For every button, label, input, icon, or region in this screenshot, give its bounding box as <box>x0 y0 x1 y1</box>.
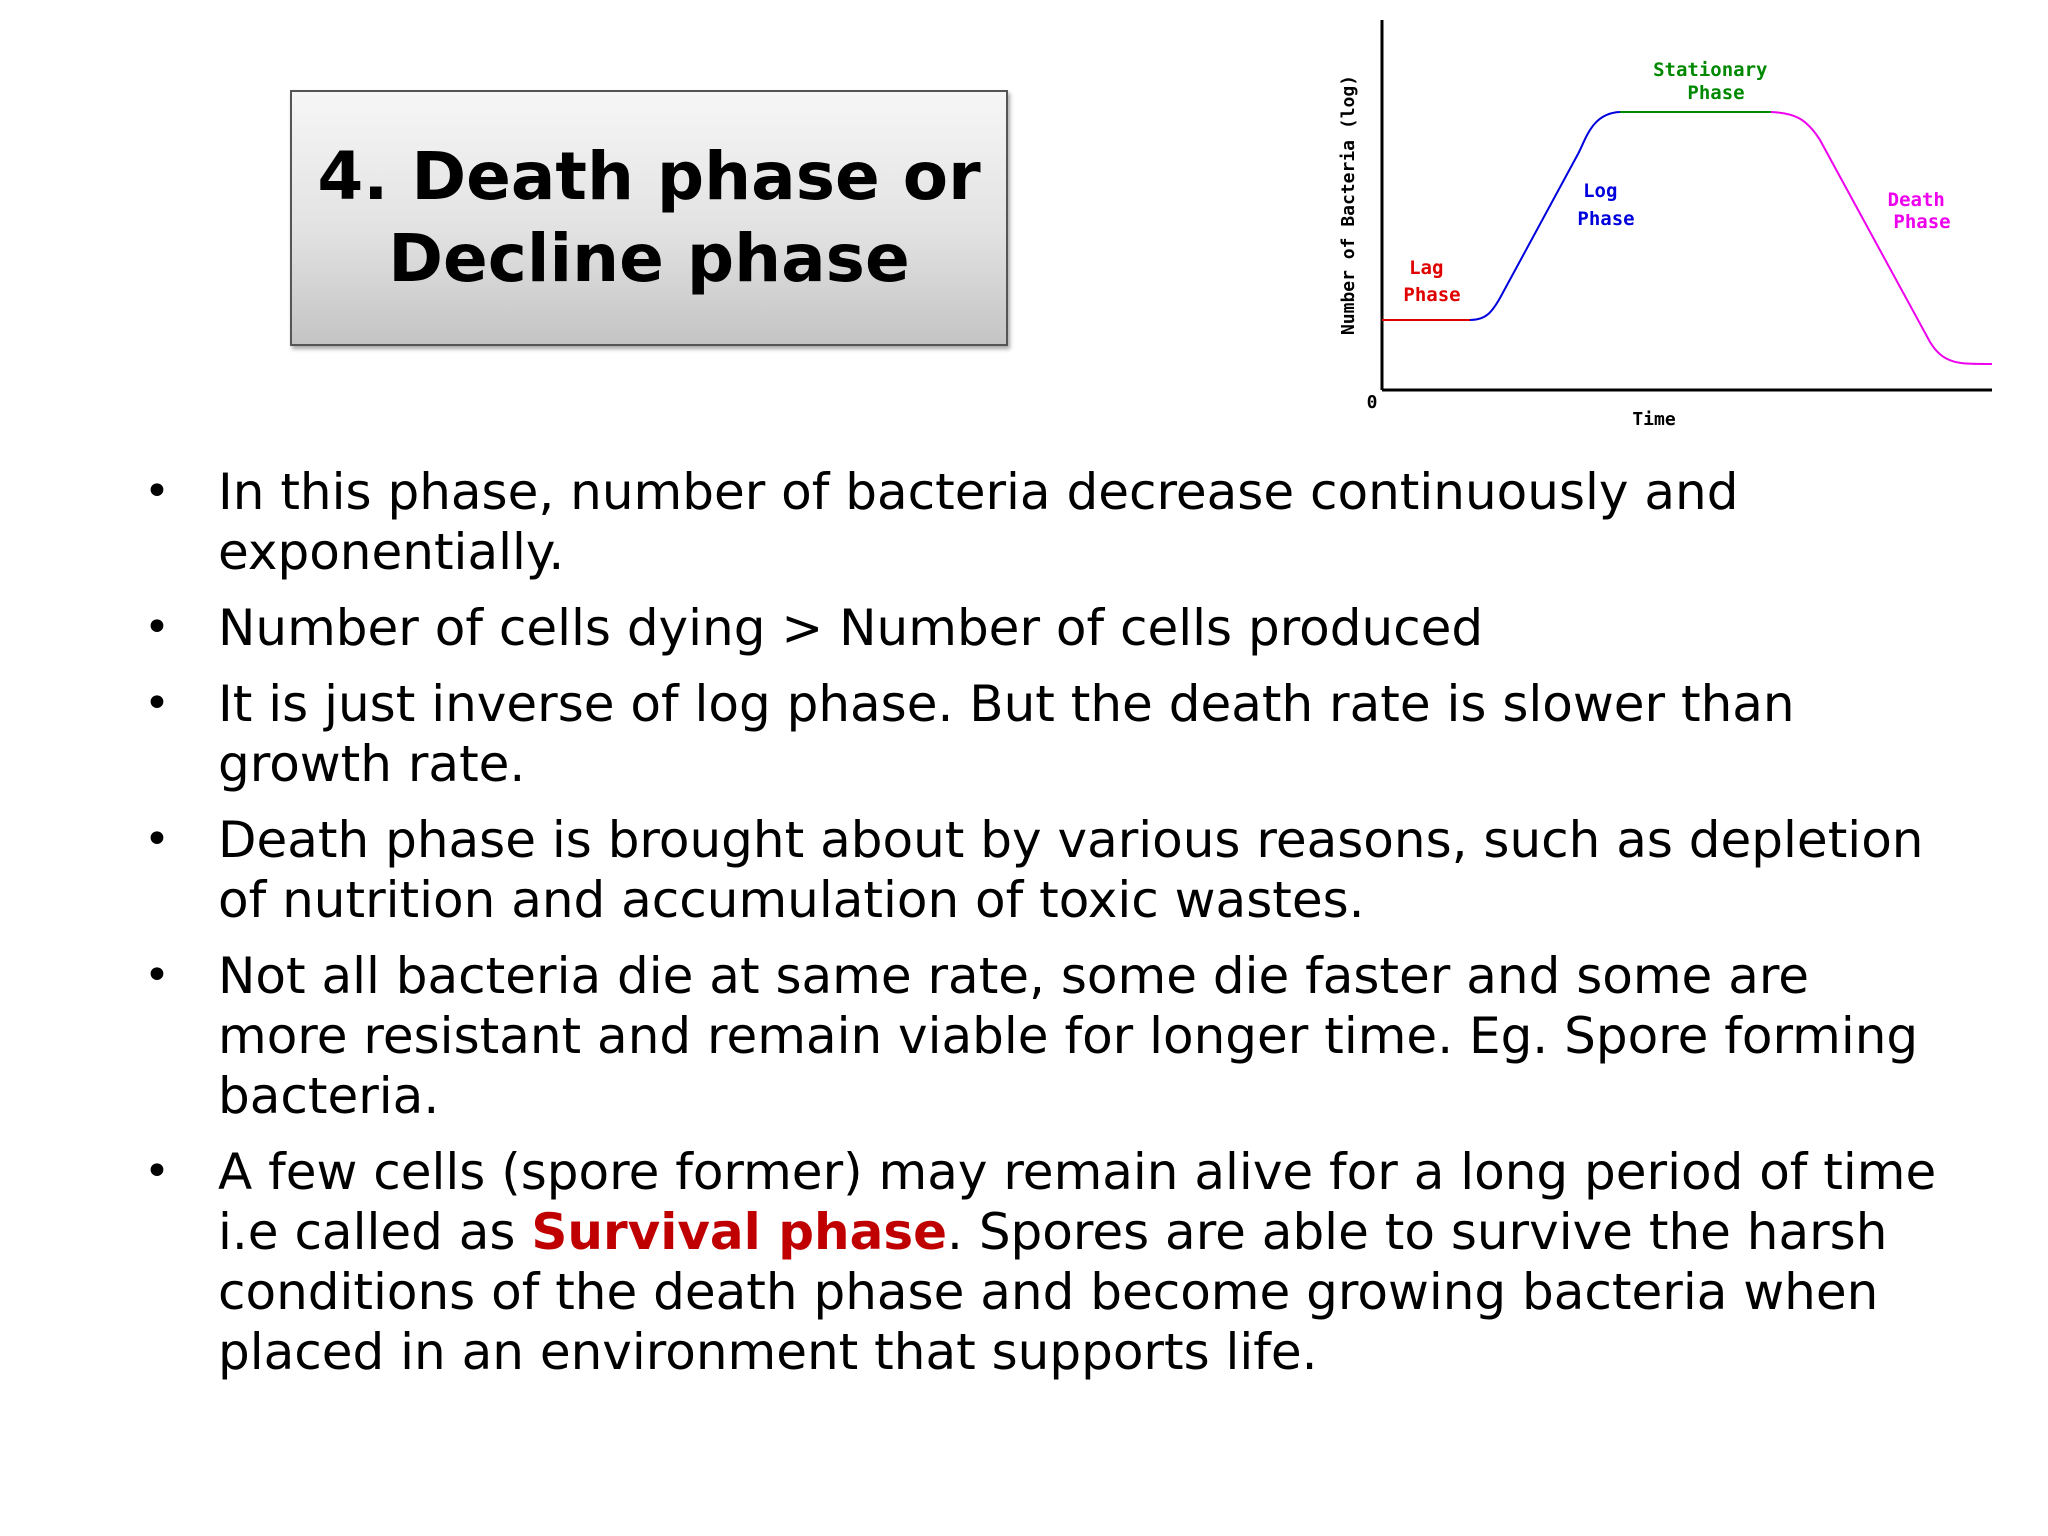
y-axis-label: Number of Bacteria (log) <box>1338 74 1359 336</box>
log-phase-label-line1: Log <box>1583 180 1618 202</box>
death-phase-label-line2: Phase <box>1893 211 1951 233</box>
death-phase-label-line1: Death <box>1887 189 1945 211</box>
bullet-item-6 <box>138 1142 1938 1382</box>
bullet-text-before: A few cells (spore former) may remain alive for a long period of time i.e called as <box>218 1143 1937 1261</box>
title-line-1: 4. Death phase or <box>317 138 981 215</box>
bullet-text: Death phase is brought about by various reasons, such as depletion of nutrition and accumulation of toxic wastes. <box>218 811 1924 929</box>
lag-phase-label-line1: Lag <box>1409 257 1444 279</box>
bullet-text: In this phase, number of bacteria decrease continuously and exponentially. <box>218 463 1739 581</box>
log-phase-label-line2: Phase <box>1577 208 1635 230</box>
log-phase-label <box>1577 180 1634 230</box>
slide-title <box>317 136 980 300</box>
bullet-dot-icon: • <box>144 814 170 865</box>
title-line-2: Decline phase <box>388 220 910 297</box>
bullet-dot-icon: • <box>144 678 170 729</box>
bullet-dot-icon: • <box>144 466 170 517</box>
death-phase-label <box>1888 189 1957 233</box>
bullet-text: Number of cells dying > Number of cells produced <box>218 599 1484 657</box>
stationary-phase-label-line1: Stationary <box>1653 59 1768 81</box>
bacterial-growth-curve-chart <box>1320 20 2020 440</box>
bullet-item-4 <box>138 810 1938 930</box>
survival-phase-highlight: Survival phase <box>531 1203 948 1261</box>
bullet-dot-icon: • <box>144 1146 170 1197</box>
lag-phase-label <box>1403 257 1460 306</box>
x-axis-label: Time <box>1632 409 1676 430</box>
bullet-text-after: . Spores are able to survive the harsh conditions of the death phase and become growing bacteria when placed in an environment that supports life. <box>218 1203 1888 1381</box>
bullet-item-5 <box>138 946 1938 1126</box>
lag-phase-label-line2: Phase <box>1403 284 1461 306</box>
bullet-item-3 <box>138 674 1938 794</box>
origin-label: 0 <box>1366 392 1378 413</box>
death-phase-curve <box>1771 112 1992 364</box>
bullet-item-2 <box>138 598 1938 658</box>
stationary-phase-label <box>1653 59 1779 104</box>
bullet-item-1 <box>138 462 1938 582</box>
bullet-text: It is just inverse of log phase. But the death rate is slower than growth rate. <box>218 675 1795 793</box>
bullet-list <box>138 462 1938 1398</box>
bullet-text: Not all bacteria die at same rate, some die faster and some are more resistant and remain viable for longer time. Eg. Spore forming bacteria. <box>218 947 1919 1125</box>
bullet-dot-icon: • <box>144 602 170 653</box>
title-box <box>290 90 1008 346</box>
stationary-phase-label-line2: Phase <box>1687 82 1745 104</box>
bullet-dot-icon: • <box>144 950 170 1001</box>
